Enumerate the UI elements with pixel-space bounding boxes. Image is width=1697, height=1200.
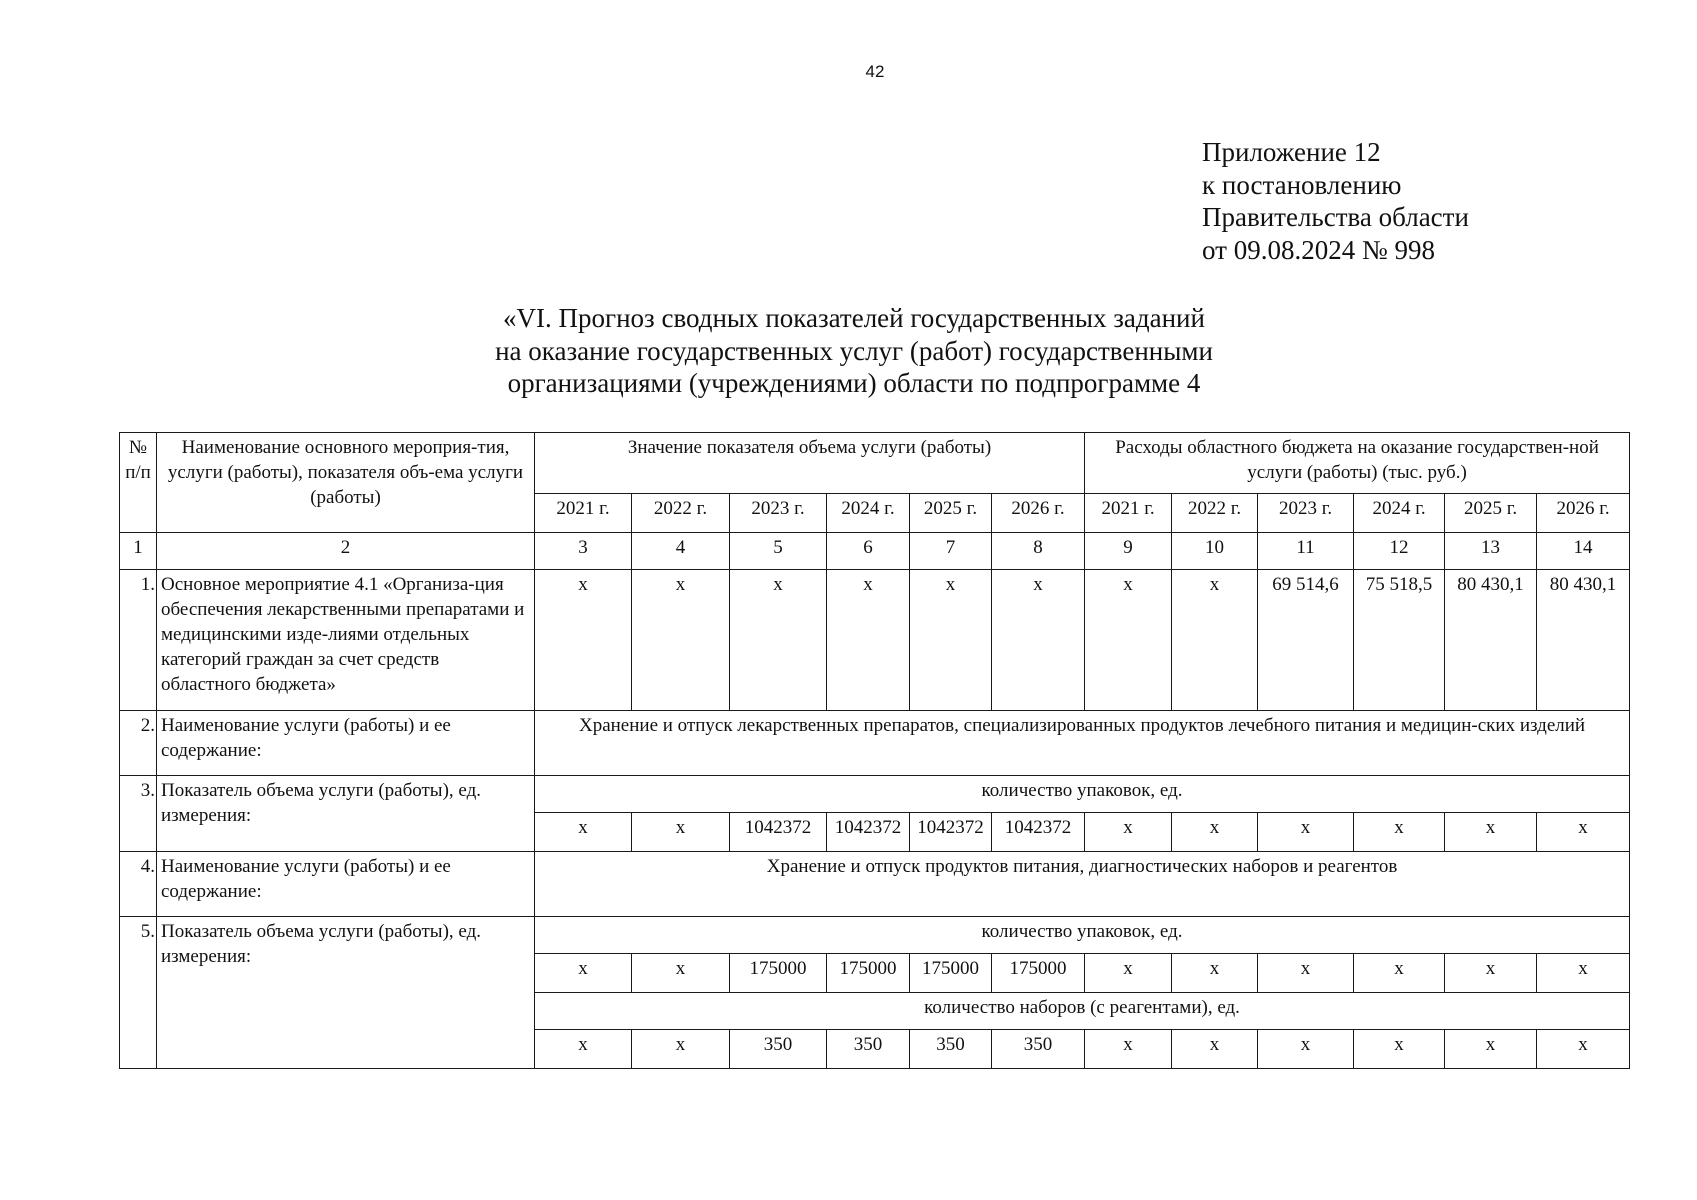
- column-index: 9: [1085, 533, 1172, 570]
- year-header: 2021 г.: [1085, 494, 1172, 533]
- header-name-cell: Наименование основного мероприя-тия, услуги (работы), показателя объ-ема услуги (работы): [157, 433, 535, 533]
- section-heading: [400, 302, 1308, 400]
- value-cell: х: [1537, 813, 1630, 852]
- value-cell: х: [1172, 570, 1258, 711]
- appendix-line: Приложение 12: [1202, 137, 1381, 167]
- column-index: 6: [827, 533, 910, 570]
- row-name: Наименование услуги (работы) и ее содержание:: [157, 852, 535, 917]
- table-row: [120, 570, 1630, 711]
- header-row: [120, 433, 1630, 494]
- row-number: 2.: [120, 711, 157, 776]
- column-index: 2: [157, 533, 535, 570]
- value-cell: х: [632, 813, 730, 852]
- row-number: 4.: [120, 852, 157, 917]
- row-name: Основное мероприятие 4.1 «Организа-ция обеспечения лекарственными препаратами и медицинскими изде-лиями отдельных категорий граждан за счет средств областного бюджета»: [157, 570, 535, 711]
- value-cell: 1042372: [827, 813, 910, 852]
- unit-label: количество упаковок, ед.: [535, 917, 1630, 954]
- value-cell: х: [1085, 813, 1172, 852]
- value-cell: х: [1537, 1030, 1630, 1069]
- value-cell: 1042372: [992, 813, 1085, 852]
- value-cell: 175000: [910, 954, 992, 993]
- column-index: 11: [1258, 533, 1354, 570]
- header-expense-group: Расходы областного бюджета на оказание государствен-ной услуги (работы) (тыс. руб.): [1085, 433, 1630, 494]
- table-row: [120, 711, 1630, 776]
- row-name: Наименование услуги (работы) и ее содержание:: [157, 711, 535, 776]
- value-cell: 350: [910, 1030, 992, 1069]
- value-cell: х: [1172, 813, 1258, 852]
- column-index: 14: [1537, 533, 1630, 570]
- year-header: 2022 г.: [632, 494, 730, 533]
- year-header: 2022 г.: [1172, 494, 1258, 533]
- year-header: 2025 г.: [1445, 494, 1537, 533]
- value-cell: х: [535, 1030, 632, 1069]
- column-index: 4: [632, 533, 730, 570]
- value-cell: х: [1537, 954, 1630, 993]
- value-cell: х: [632, 1030, 730, 1069]
- value-cell: 350: [992, 1030, 1085, 1069]
- heading-line: «VI. Прогноз сводных показателей государственных заданий: [503, 303, 1205, 333]
- value-cell: 350: [730, 1030, 827, 1069]
- value-cell: х: [1445, 813, 1537, 852]
- column-index: 1: [120, 533, 157, 570]
- year-header: 2026 г.: [992, 494, 1085, 533]
- value-cell: 1042372: [730, 813, 827, 852]
- value-cell: х: [910, 570, 992, 711]
- value-cell: х: [1445, 954, 1537, 993]
- appendix-block: [1202, 136, 1469, 266]
- column-index: 13: [1445, 533, 1537, 570]
- year-header: 2024 г.: [1354, 494, 1445, 533]
- service-content: Хранение и отпуск продуктов питания, диагностических наборов и реагентов: [535, 852, 1630, 917]
- value-cell: 175000: [992, 954, 1085, 993]
- row-number: 3.: [120, 776, 157, 852]
- value-cell: х: [632, 954, 730, 993]
- service-content: Хранение и отпуск лекарственных препаратов, специализированных продуктов лечебного питания и медицин-ских изделий: [535, 711, 1630, 776]
- column-index: 12: [1354, 533, 1445, 570]
- value-cell: 80 430,1: [1537, 570, 1630, 711]
- column-index: 3: [535, 533, 632, 570]
- value-cell: х: [1258, 813, 1354, 852]
- row-name: Показатель объема услуги (работы), ед. измерения:: [157, 917, 535, 1069]
- value-cell: х: [1258, 954, 1354, 993]
- table-row: [120, 776, 1630, 813]
- value-cell: х: [1445, 1030, 1537, 1069]
- value-cell: 1042372: [910, 813, 992, 852]
- value-cell: 75 518,5: [1354, 570, 1445, 711]
- appendix-line: к постановлению: [1202, 169, 1402, 200]
- appendix-line: от 09.08.2024 № 998: [1202, 234, 1435, 265]
- table-row: [120, 917, 1630, 954]
- unit-label: количество упаковок, ед.: [535, 776, 1630, 813]
- value-cell: х: [827, 570, 910, 711]
- value-cell: х: [730, 570, 827, 711]
- value-cell: х: [1085, 570, 1172, 711]
- row-name: Показатель объема услуги (работы), ед. измерения:: [157, 776, 535, 852]
- column-index: 10: [1172, 533, 1258, 570]
- appendix-line: Правительства области: [1202, 202, 1469, 232]
- header-no-cell: № п/п: [120, 433, 157, 533]
- column-index: 8: [992, 533, 1085, 570]
- value-cell: х: [1172, 1030, 1258, 1069]
- value-cell: х: [1354, 813, 1445, 852]
- year-header: 2026 г.: [1537, 494, 1630, 533]
- column-index: 5: [730, 533, 827, 570]
- table-row: [120, 852, 1630, 917]
- unit-label: количество наборов (с реагентами), ед.: [535, 993, 1630, 1030]
- value-cell: 175000: [730, 954, 827, 993]
- value-cell: х: [992, 570, 1085, 711]
- value-cell: 69 514,6: [1258, 570, 1354, 711]
- value-cell: х: [1085, 1030, 1172, 1069]
- forecast-table: [119, 432, 1630, 1069]
- value-cell: х: [1354, 954, 1445, 993]
- value-cell: 350: [827, 1030, 910, 1069]
- row-number: 5.: [120, 917, 157, 1069]
- value-cell: х: [632, 570, 730, 711]
- value-cell: х: [535, 570, 632, 711]
- value-cell: х: [1085, 954, 1172, 993]
- heading-line: организациями (учреждениями) области по подпрограмме 4: [507, 368, 1201, 398]
- column-index-row: [120, 533, 1630, 570]
- value-cell: х: [1354, 1030, 1445, 1069]
- year-header: 2024 г.: [827, 494, 910, 533]
- year-header: 2021 г.: [535, 494, 632, 533]
- year-header: 2023 г.: [730, 494, 827, 533]
- row-number: 1.: [120, 570, 157, 711]
- year-header: 2023 г.: [1258, 494, 1354, 533]
- column-index: 7: [910, 533, 992, 570]
- heading-line: на оказание государственных услуг (работ) государственными: [495, 335, 1213, 366]
- year-header: 2025 г.: [910, 494, 992, 533]
- value-cell: х: [1172, 954, 1258, 993]
- header-volume-group: Значение показателя объема услуги (работы): [535, 433, 1085, 494]
- value-cell: х: [535, 813, 632, 852]
- value-cell: 175000: [827, 954, 910, 993]
- page-number: 42: [865, 62, 885, 81]
- value-cell: х: [535, 954, 632, 993]
- value-cell: х: [1258, 1030, 1354, 1069]
- value-cell: 80 430,1: [1445, 570, 1537, 711]
